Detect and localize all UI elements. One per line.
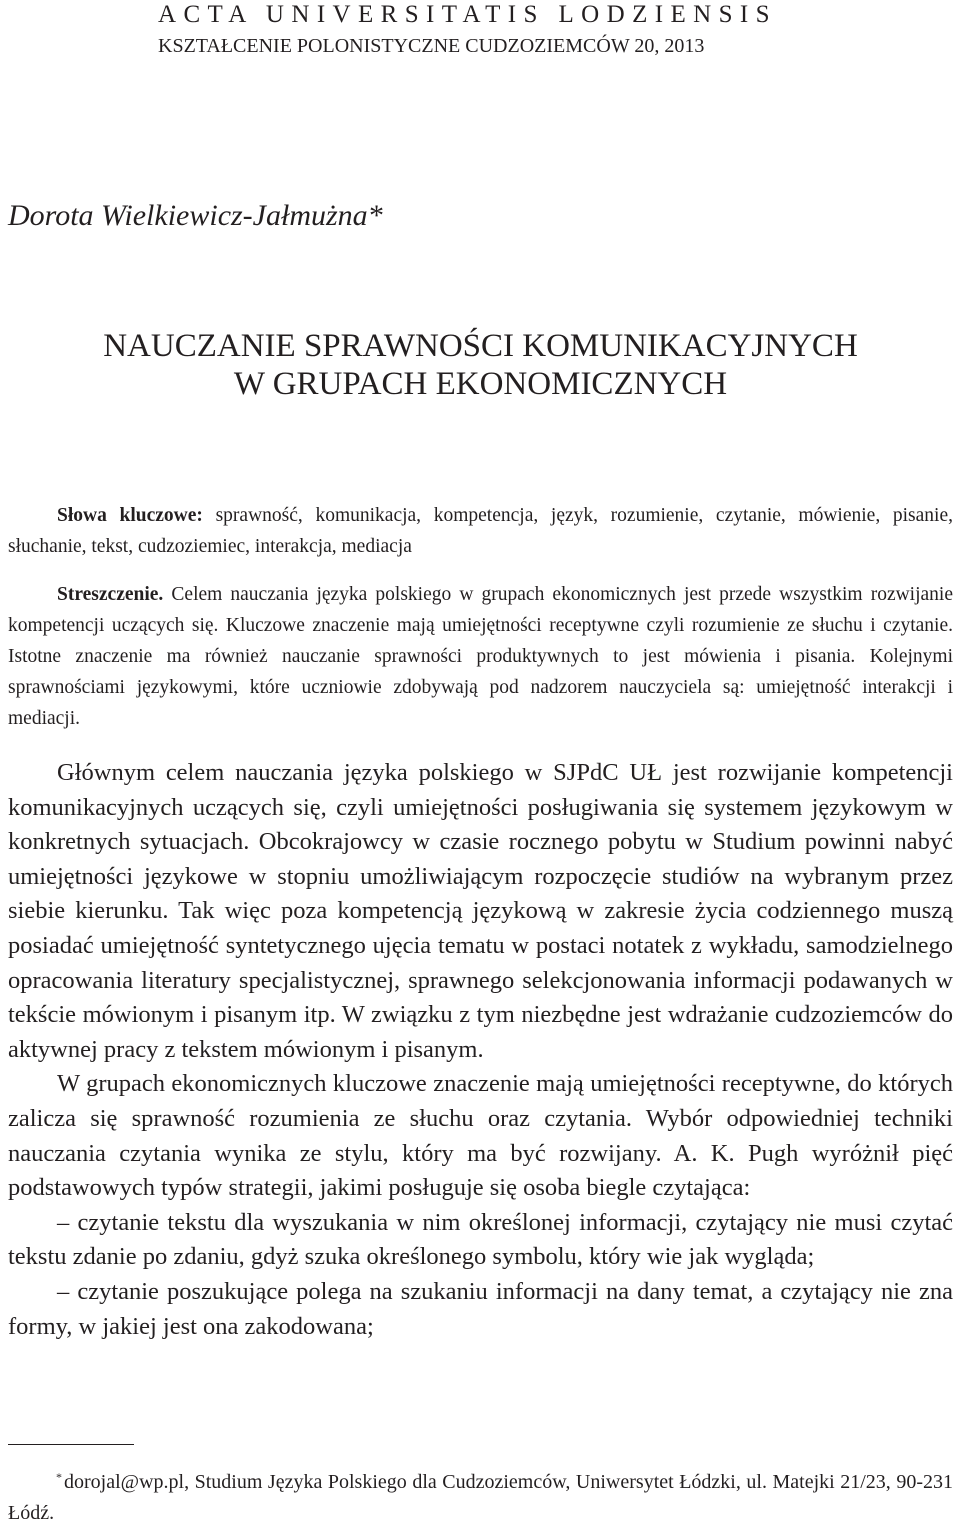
footnote (8, 1462, 953, 1529)
article-title-line-2: W GRUPACH EKONOMICZNYCH (233, 366, 728, 402)
footnote-text: dorojal@wp.pl, Studium Języka Polskiego dla Cudzoziemców, Uniwersytet Łódzki, ul. Matejki 21/23, 90-231 Łódź. (8, 1471, 953, 1524)
keywords-label: Słowa kluczowe: (57, 505, 203, 526)
article-body (8, 756, 953, 1344)
journal-issue: KSZTAŁCENIE POLONISTYCZNE CUDZOZIEMCÓW 20, 2013 (158, 35, 705, 57)
body-list-item-2: – czytanie poszukujące polega na szukaniu informacji na dany temat, a czytający nie zna formy, w jakiej jest ona zakodowana; (8, 1277, 953, 1340)
body-paragraph-1: Głównym celem nauczania języka polskiego w SJPdC UŁ jest rozwijanie kompetencji komunikacyjnych uczących się, czyli umiejętności posługiwania się systemem językowym w konkretnych sytuacjach. Obcokrajowcy w czasie rocznego pobytu w Studium powinni nabyć umiejętności językowe w stopniu umożliwiającym rozpoczęcie studiów na wybranym przez siebie kierunku. Tak więc poza kompetencją językową w zakresie życia codziennego muszą posiadać umiejętność syntetycznego ujęcia tematu w postaci notatek z wykładu, samodzielnego opracowania literatury specjalistycznej, sprawnego selekcjonowania informacji podawanych w tekście mówionym i pisanym itp. W związku z tym niezbędne jest wdrażanie cudzoziemców do aktywnej pracy z tekstem mówionym i pisanym. (8, 759, 953, 1063)
abstract-text: Celem nauczania języka polskiego w grupach ekonomicznych jest przede wszystkim rozwijanie kompetencji uczących się. Kluczowe znaczenie mają umiejętności receptywne czyli rozumienie ze słuchu i czytanie. Istotne znaczenie ma również nauczanie sprawności produktywnych to jest mówienia i pisania. Kolejnymi sprawnościami językowymi, które uczniowie zdobywają pod nadzorem nauczyciela są: umiejętność interakcji i mediacji. (8, 584, 953, 729)
footnote-marker: * (56, 1470, 62, 1484)
author-name: Dorota Wielkiewicz-Jałmużna* (8, 199, 383, 232)
abstract-label: Streszczenie. (57, 584, 164, 605)
series-title: ACTA UNIVERSITATIS LODZIENSIS (158, 1, 777, 28)
keywords-section (8, 500, 953, 562)
keywords-text: sprawność, komunikacja, kompetencja, język, rozumienie, czytanie, mówienie, pisanie, słuchanie, tekst, cudzoziemiec, interakcja, mediacja (8, 505, 953, 557)
article-title-line-1: NAUCZANIE SPRAWNOŚCI KOMUNIKACYJNYCH (103, 328, 858, 364)
abstract-section (8, 579, 953, 734)
body-list-item-1: – czytanie tekstu dla wyszukania w nim określonej informacji, czytający nie musi czytać tekstu zdanie po zdaniu, gdyż szuka określonego symbolu, który wie jak wygląda; (8, 1208, 953, 1271)
footnote-divider (8, 1444, 134, 1445)
article-title (8, 327, 953, 403)
body-paragraph-2: W grupach ekonomicznych kluczowe znaczenie mają umiejętności receptywne, do których zalicza się sprawność rozumienia ze słuchu oraz czytania. Wybór odpowiedniej techniki nauczania czytania wynika ze stylu, który ma być rozwijany. A. K. Pugh wyróżnił pięć podstawowych typów strategii, jakimi posługuje się osoba biegle czytająca: (8, 1070, 953, 1202)
